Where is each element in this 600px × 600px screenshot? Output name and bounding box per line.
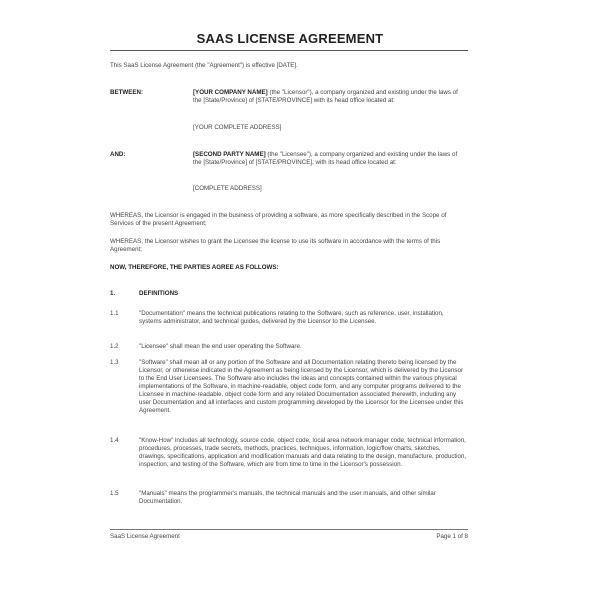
definition-number: 1.4 <box>110 437 119 444</box>
definition-number: 1.5 <box>110 490 119 497</box>
footer-document-name: SaaS License Agreement <box>110 533 180 540</box>
definition-text: "Manuals" means the programmer's manuals, the technical manuals and the user manuals, and other similar Documentation. <box>139 490 436 505</box>
licensor-address: [YOUR COMPLETE ADDRESS] <box>193 124 282 131</box>
and-label: AND: <box>110 151 126 158</box>
whereas-paragraph-1: WHEREAS, the Licensor is engaged in the business of providing a software, as more specifically described in the Scope of Services of the present Agreement; <box>110 212 447 227</box>
footer-page-number: Page 1 of 8 <box>436 533 468 540</box>
title-divider <box>110 50 468 51</box>
between-label: BETWEEN: <box>110 89 143 96</box>
definition-text: "Licensee" shall mean the end user operating the Software. <box>139 343 302 350</box>
licensor-text: (the "Licensor"), a company organized and existing under the laws of the [State/Province] of [STATE/PROVINCE] with its head office located at: <box>193 89 458 104</box>
definition-text: "Software" shall mean all or any portion of the Software and all Documentation relating thereto being licensed by the Licensor, or otherwise indicated in the Agreement as being licensed by the Licensor, which is delivered by the Licensor to the End User Licensees. The Software also includes the ideas and concepts contained within the various physical implementations of the Software, in machine-readable, object code form, and any computer programs delivered to the Licensee in machine-readable, object code form and any related Documentation associated therewith, including any user Documentation and all interfaces and custom programming developed by the Licensor for the Licensee under this Agreement. <box>139 359 464 414</box>
document-title: SAAS LICENSE AGREEMENT <box>196 31 384 46</box>
intro-paragraph: This SaaS License Agreement (the "Agreement") is effective [DATE]. <box>110 62 298 69</box>
section-heading: DEFINITIONS <box>139 290 179 297</box>
licensee-text: (the "Licensee"), a company organized and existing under the laws of the [State/Province] of [STATE/PROVINCE], with its head office located at: <box>193 151 458 166</box>
definition-text: "Know-How" includes all technology, source code, object code, local area network manager code, technical information, procedures, processes, trade secrets, methods, practices, techniques, information, logic/flow charts, sketches, drawings, specifications, application and modification manuals and data relating to the design, manufacture, production, inspection, and testing of the Software, which are from time to time in the Licensor's possession. <box>139 437 467 468</box>
definition-number: 1.1 <box>110 310 119 317</box>
footer-divider <box>110 529 468 530</box>
definition-number: 1.2 <box>110 343 119 350</box>
now-therefore-heading: NOW, THEREFORE, THE PARTIES AGREE AS FOLLOWS: <box>110 264 279 271</box>
definition-text: "Documentation" means the technical publications relating to the Software, such as reference, user, installation, systems administrator, and technical guides, delivered by the Licensor to the Licensee. <box>139 310 444 325</box>
licensee-paragraph <box>193 151 466 167</box>
licensee-address: [COMPLETE ADDRESS] <box>193 185 262 192</box>
licensee-name: [SECOND PARTY NAME] <box>193 151 266 158</box>
licensor-paragraph <box>193 89 466 105</box>
whereas-paragraph-2: WHEREAS, the Licensor wishes to grant the Licensee the license to use its software in accordance with the terms of this Agreement; <box>110 238 441 253</box>
section-number: 1. <box>110 290 116 297</box>
definition-number: 1.3 <box>110 359 119 366</box>
licensor-name: [YOUR COMPANY NAME] <box>193 89 268 96</box>
